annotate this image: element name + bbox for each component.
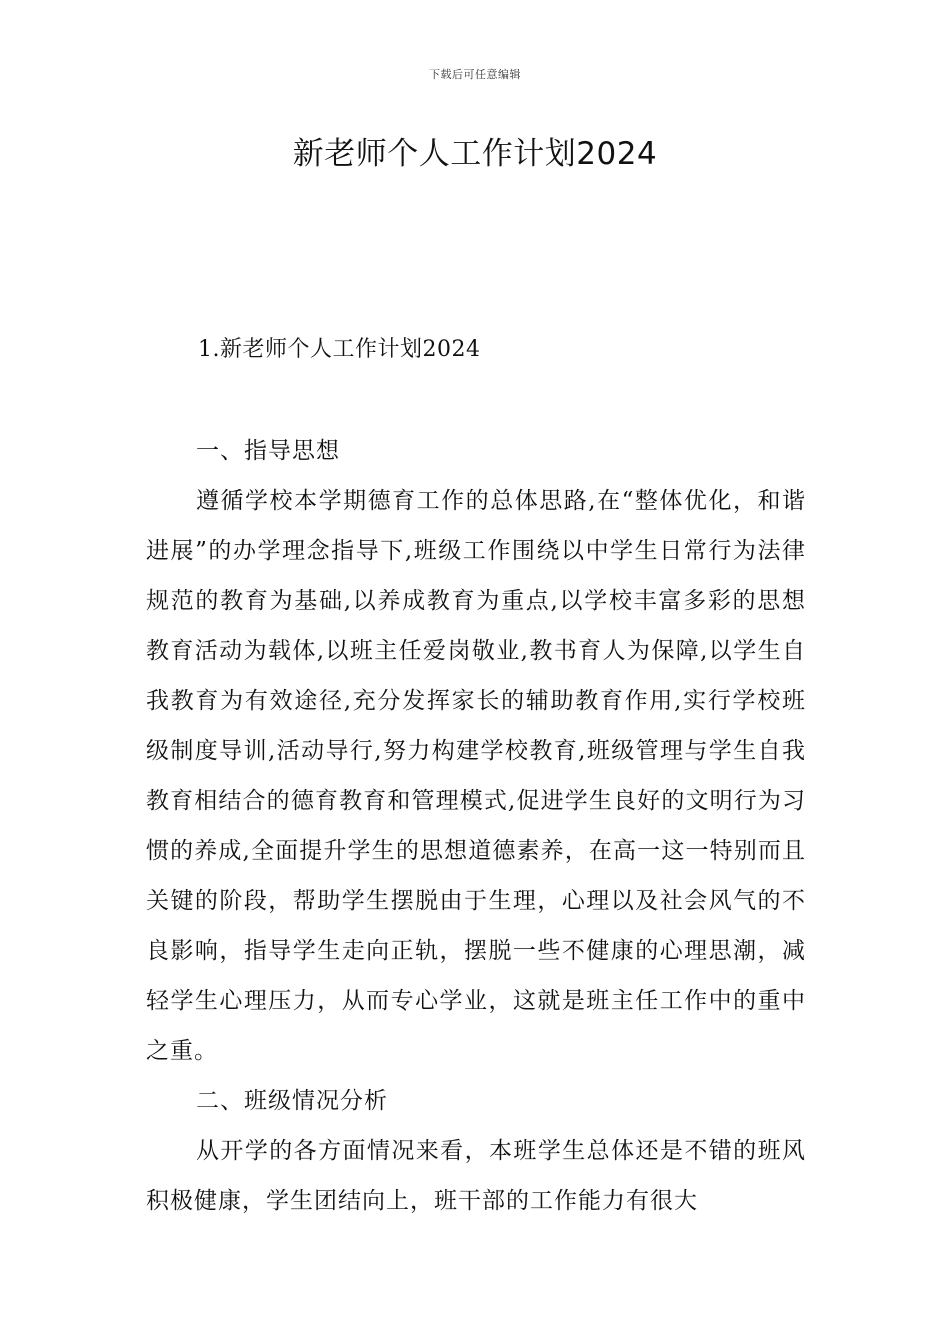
- header-note: 下载后可任意编辑: [429, 68, 521, 81]
- document-subtitle: 1.新老师个人工作计划2024: [198, 337, 481, 362]
- section-heading-class-analysis: 二、班级情况分析: [196, 1088, 388, 1114]
- section-paragraph-guiding-ideology: 遵循学校本学期德育工作的总体思路,在“整体优化，和谐进展”的办学理念指导下,班级工作围绕以中学生日常行为法律规范的教育为基础,以养成教育为重点,以学校丰富多彩的思想教育活动为载体,以班主任爱岗敬业,教书育人为保障,以学生自我教育为有效途径,充分发挥家长的辅助教育作用,实行学校班级制度导训,活动导行,努力构建学校教育,班级管理与学生自我教育相结合的德育教育和管理模式,促进学生良好的文明行为习惯的养成,全面提升学生的思想道德素养，在高一这一特别而且关键的阶段，帮助学生摆脱由于生理，心理以及社会风气的不良影响，指导学生走向正轨，摆脱一些不健康的心理思潮，减轻学生心理压力，从而专心学业，这就是班主任工作中的重中之重。: [146, 488, 806, 1064]
- section-paragraph-class-analysis: 从开学的各方面情况来看，本班学生总体还是不错的班风积极健康，学生团结向上，班干部的工作能力有很大: [146, 1138, 806, 1214]
- document-title: 新老师个人工作计划2024: [292, 136, 658, 172]
- document-body: [146, 426, 806, 1226]
- section-heading-guiding-ideology: 一、指导思想: [196, 438, 340, 464]
